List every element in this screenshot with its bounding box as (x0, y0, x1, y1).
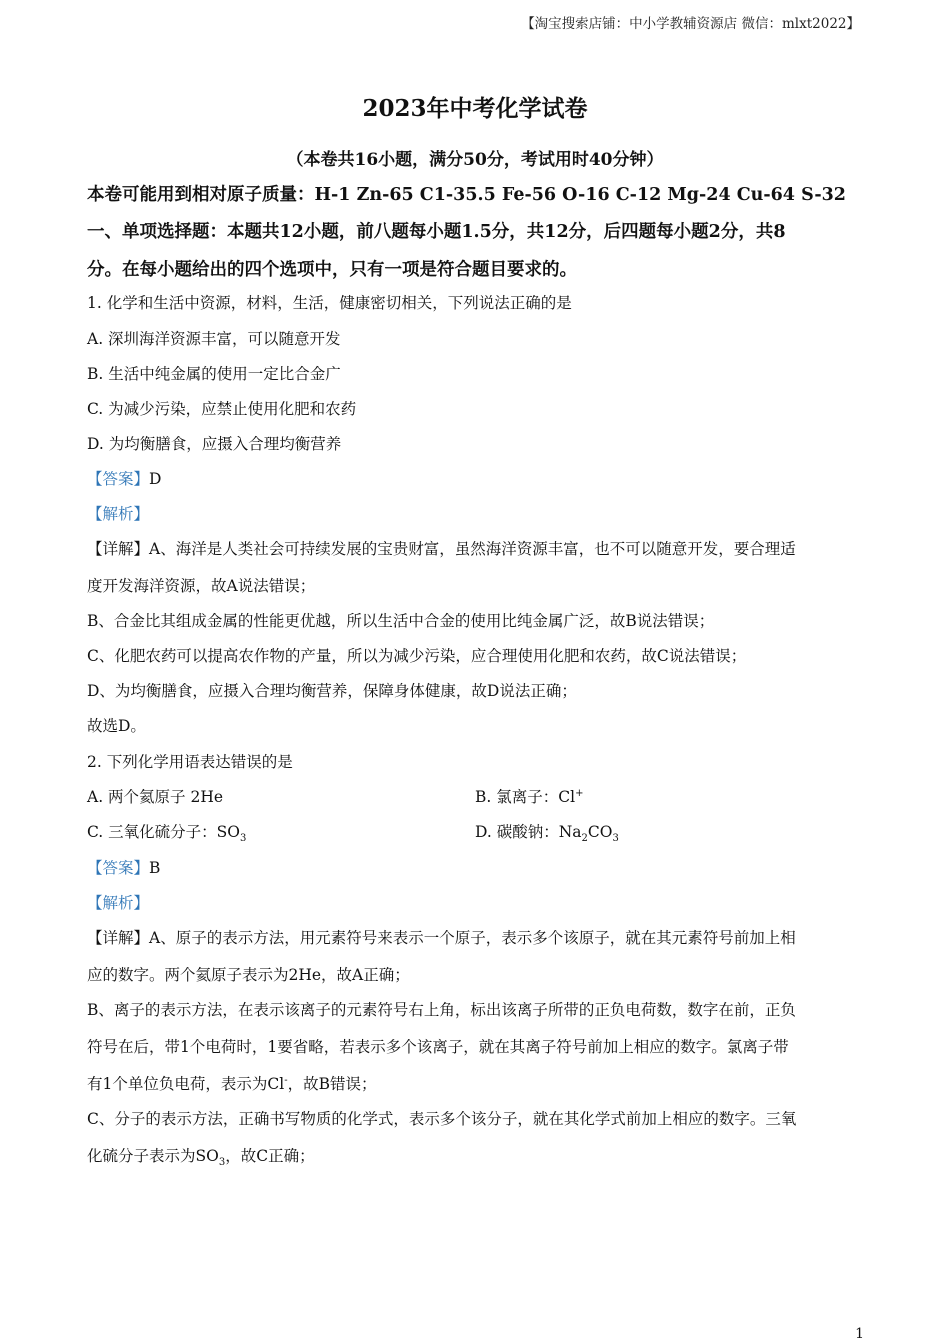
option-d-text-mid: CO (587, 823, 613, 841)
answer-value: B (149, 859, 161, 877)
option-d-subscript-2: 3 (612, 833, 619, 845)
q2-answer (87, 856, 160, 878)
answer-value: D (149, 470, 162, 488)
option-b-charge: + (575, 787, 584, 799)
detail-text-end: ，故C正确； (225, 1147, 315, 1165)
q2-option-a: A. 两个氦原子 2He (87, 788, 224, 806)
q1-answer (87, 467, 161, 489)
detail-label: 【详解】 (87, 929, 150, 947)
q2-option-c (87, 820, 246, 844)
q2-detail-line4: 符号在后，带1个电荷时，1要省略，若表示多个该离子，就在其离子符号前加上相应的数字。氯离子带 (87, 1038, 789, 1056)
q2-detail-line2: 应的数字。两个氦原子表示为2He，故A正确； (87, 966, 410, 984)
atomic-masses: 本卷可能用到相对原子质量：H-1 Zn-65 C1-35.5 Fe-56 O-16 C-12 Mg-24 Cu-64 S-32 (87, 185, 846, 205)
q2-detail-line5 (87, 1072, 376, 1094)
q1-detail-line5: D、为均衡膳食，应摄入合理均衡营养，保障身体健康，故D说法正确； (87, 682, 577, 700)
q2-detail-line6: C、分子的表示方法，正确书写物质的化学式，表示多个该分子，就在其化学式前加上相应的数字。三氧 (87, 1110, 797, 1128)
q1-option-a: A. 深圳海洋资源丰富，可以随意开发 (87, 330, 341, 348)
q2-detail-line7 (87, 1144, 315, 1168)
detail-text: 化硫分子表示为SO (87, 1147, 219, 1165)
detail-label: 【详解】 (87, 540, 150, 558)
detail-text: A、原子的表示方法，用元素符号来表示一个原子，表示多个该原子，就在其元素符号前加上相 (149, 929, 796, 947)
q1-analysis (87, 502, 149, 524)
detail-text-end: ，故B错误； (287, 1075, 377, 1093)
page-title: 2023年中考化学试卷 (362, 95, 588, 122)
so3-subscript: 3 (218, 1157, 226, 1169)
q2-detail-line3: B、离子的表示方法，在表示该离子的元素符号右上角，标出该离子所带的正负电荷数，数字在前，正负 (87, 1001, 796, 1019)
page-subtitle: （本卷共16小题，满分50分，考试用时40分钟） (286, 150, 664, 170)
chloride-charge: - (284, 1074, 288, 1086)
option-d-subscript-1: 2 (581, 833, 588, 845)
q1-detail-line4: C、化肥农药可以提高农作物的产量，所以为减少污染，应合理使用化肥和农药，故C说法错误； (87, 647, 747, 665)
q1-detail-line2: 度开发海洋资源，故A说法错误； (87, 577, 316, 595)
q1-detail-line3: B、合金比其组成金属的性能更优越，所以生活中合金的使用比纯金属广泛，故B说法错误； (87, 612, 715, 630)
page-header: 【淘宝搜索店铺：中小学教辅资源店 微信：mlxt2022】 (521, 16, 860, 32)
q2-analysis (87, 891, 149, 913)
detail-text: 有1个单位负电荷，表示为Cl (87, 1075, 285, 1093)
analysis-label: 【解析】 (87, 505, 150, 523)
section-heading-line1: 一、单项选择题：本题共12小题，前八题每小题1.5分，共12分，后四题每小题2分，共8 (87, 222, 786, 242)
q1-detail-line1 (87, 537, 796, 559)
q1-detail-line6: 故选D。 (87, 717, 146, 735)
q2-option-b (475, 785, 583, 807)
answer-label: 【答案】 (87, 859, 150, 877)
q1-option-c: C. 为减少污染，应禁止使用化肥和农药 (87, 400, 357, 418)
q2-option-d (475, 820, 619, 844)
q2-stem: 2. 下列化学用语表达错误的是 (87, 753, 293, 771)
section-heading-line2: 分。在每小题给出的四个选项中，只有一项是符合题目要求的。 (87, 260, 577, 280)
detail-text: A、海洋是人类社会可持续发展的宝贵财富，虽然海洋资源丰富，也不可以随意开发，要合理适 (149, 540, 796, 558)
option-c-text: C. 三氧化硫分子：SO (87, 823, 240, 841)
q1-stem: 1. 化学和生活中资源，材料，生活，健康密切相关，下列说法正确的是 (87, 294, 572, 312)
q1-option-d: D. 为均衡膳食，应摄入合理均衡营养 (87, 435, 342, 453)
option-c-subscript: 3 (240, 833, 247, 845)
page-number: 1 (855, 1326, 864, 1342)
q1-option-b: B. 生活中纯金属的使用一定比合金广 (87, 365, 341, 383)
option-d-text: D. 碳酸钠：Na (475, 823, 582, 841)
answer-label: 【答案】 (87, 470, 150, 488)
option-b-text: B. 氯离子：Cl (475, 788, 576, 806)
analysis-label: 【解析】 (87, 894, 150, 912)
q2-detail-line1 (87, 926, 796, 948)
